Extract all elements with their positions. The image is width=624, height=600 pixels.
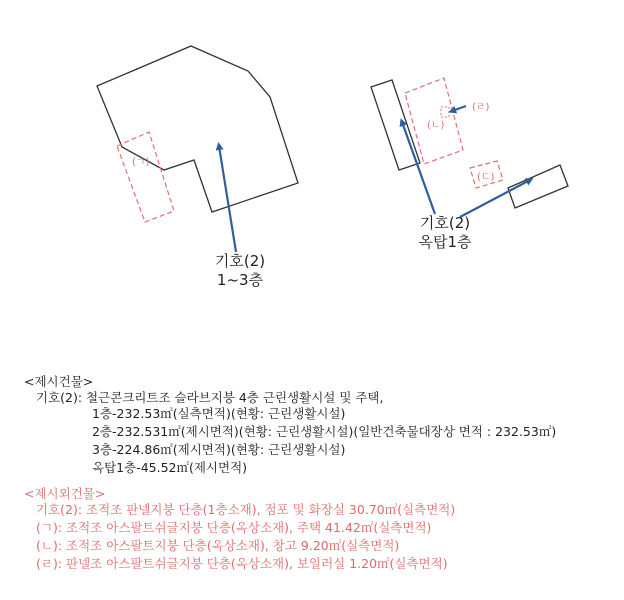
- label-main-building: [205, 252, 275, 290]
- marker-ra: (ㄹ): [472, 102, 490, 113]
- outside-ra: (ㄹ): 판넬조 아스팔트쉬글지붕 단층(옥상소재), 보일러실 1.20㎡(실측면적): [36, 556, 448, 571]
- arrow-right-block: [460, 180, 530, 217]
- marker-da: (ㄷ): [477, 172, 495, 183]
- marker-ga: (ㄱ): [132, 157, 150, 168]
- label-main-building-line1: 기호(2): [214, 252, 266, 270]
- rooftop-floor: 옥탑1층-45.52㎡(제시면적): [92, 460, 248, 475]
- floor-2: 2층-232.531㎡(제시면적)(현황: 근린생활시설)(일반건축물대장상 면적 : 232.53㎡): [92, 424, 557, 439]
- floor-3: 3층-224.86㎡(제시면적)(현황: 근린생활시설): [92, 442, 346, 457]
- rooftop-building-outline: [371, 80, 420, 170]
- marker-na: (ㄴ): [427, 120, 445, 131]
- building-line1: 기호(2): 철근콘크리트조 슬라브지붕 4층 근린생활시설 및 주택,: [36, 390, 384, 405]
- arrow-left: [219, 146, 236, 252]
- outside-na: (ㄴ): 조적조 아스팔트지붕 단층(옥상소재), 창고 9.20㎡(실측면적): [36, 538, 400, 553]
- label-rooftop-line2: 옥탑1층: [418, 233, 472, 251]
- arrow-right-ra: [452, 106, 466, 111]
- label-main-building-line2: 1~3층: [216, 271, 264, 289]
- annex-ga-outline: [117, 132, 174, 222]
- label-rooftop-line1: 기호(2): [419, 214, 471, 232]
- outside-header: <제시외건물>: [24, 486, 106, 501]
- label-rooftop: [405, 214, 485, 252]
- main-building-outline: [97, 46, 298, 212]
- outside-ga: (ㄱ): 조적조 아스팔트쉬글지붕 단층(옥상소재), 주택 41.42㎡(실측면적): [36, 520, 432, 535]
- outside-line1: 기호(2): 조적조 판넬지붕 단층(1층소재), 점포 및 화장실 30.70㎡(실측면적): [36, 502, 456, 517]
- floor-1: 1층-232.53㎡(실측면적)(현황: 근린생활시설): [92, 406, 346, 421]
- building-header: <제시건물>: [24, 374, 94, 389]
